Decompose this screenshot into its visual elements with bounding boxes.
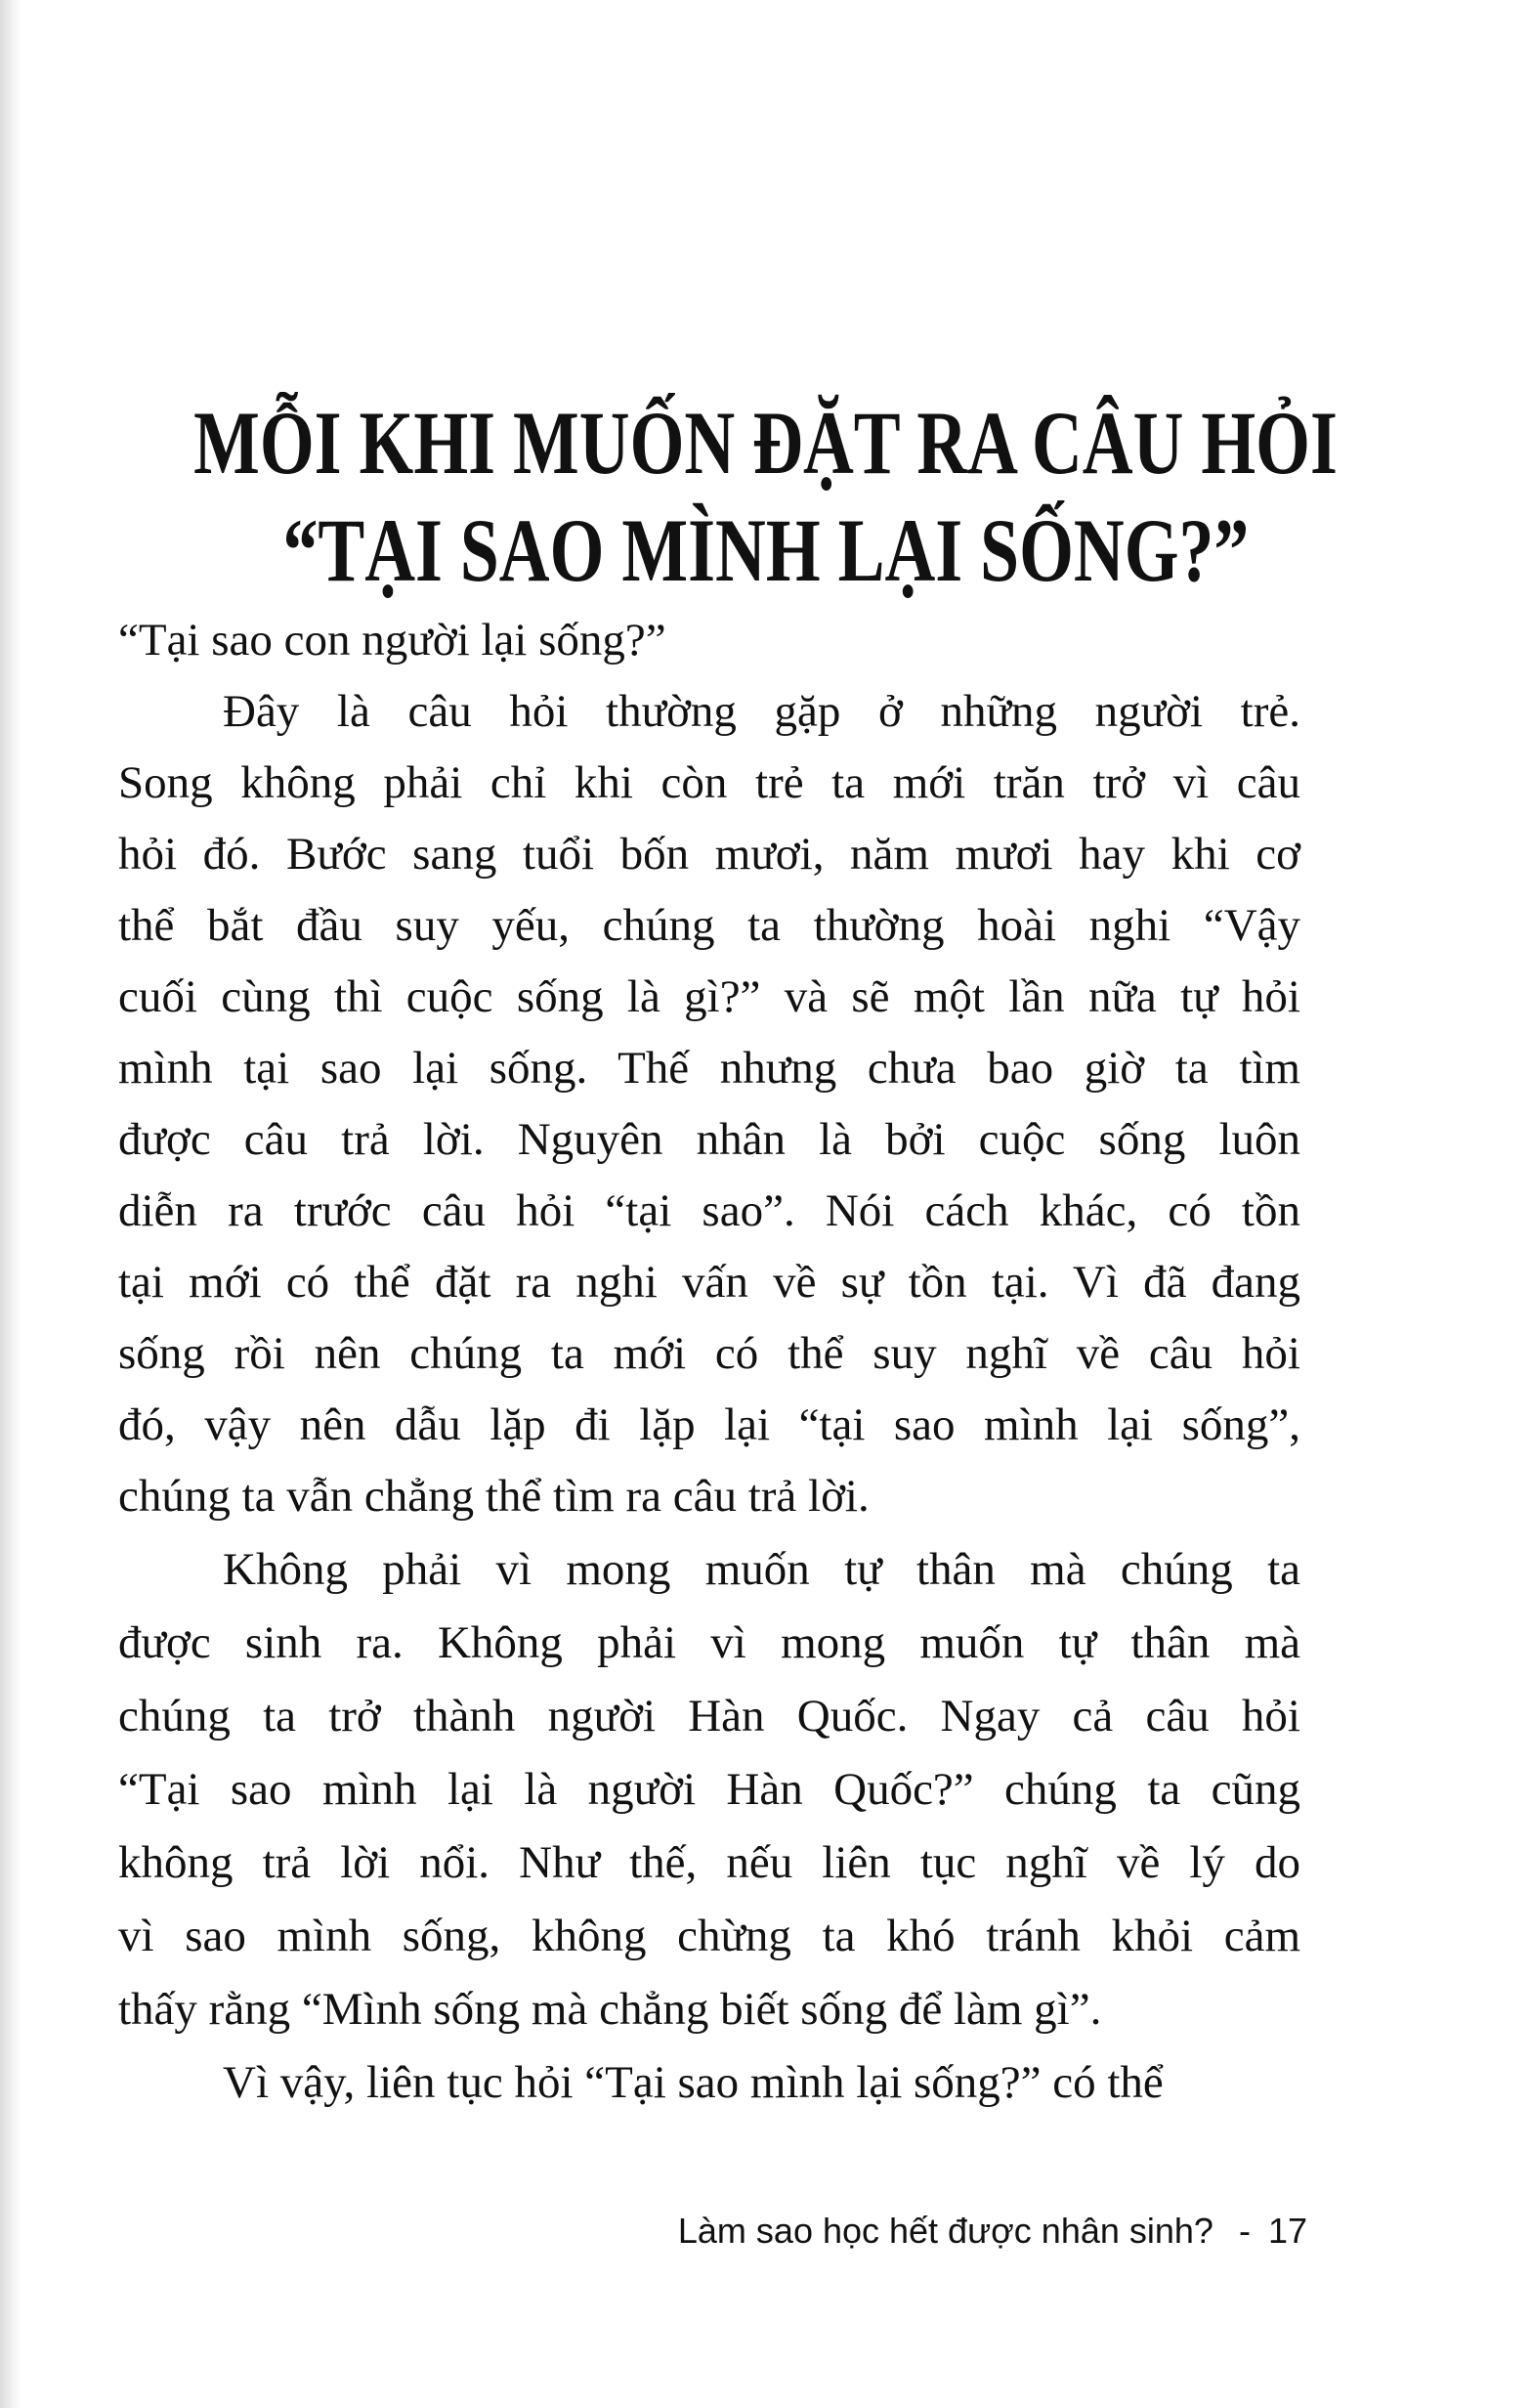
body-line: được câu trả lời. Nguyên nhân là bởi cuộc sống luôn bbox=[118, 1114, 1300, 1165]
chapter-title-text-1: MỖI KHI MUỐN ĐẶT RA CÂU HỎI bbox=[193, 392, 1339, 493]
running-title: Làm sao học hết được nhân sinh? bbox=[677, 2211, 1213, 2251]
body-line: không trả lời nổi. Như thế, nếu liên tục nghĩ về lý do bbox=[118, 1837, 1300, 1888]
body-line: tại mới có thể đặt ra nghi vấn về sự tồn tại. Vì đã đang bbox=[118, 1257, 1300, 1308]
body-line: Đây là câu hỏi thường gặp ở những người trẻ. bbox=[223, 686, 1300, 737]
page-footer bbox=[678, 2211, 1307, 2252]
body-line: diễn ra trước câu hỏi “tại sao”. Nói cách khác, có tồn bbox=[118, 1185, 1300, 1236]
body-line: thể bắt đầu suy yếu, chúng ta thường hoài nghi “Vậy bbox=[118, 900, 1300, 951]
body-line: sống rồi nên chúng ta mới có thể suy nghĩ về câu hỏi bbox=[118, 1328, 1300, 1379]
body-line: được sinh ra. Không phải vì mong muốn tự thân mà bbox=[118, 1617, 1300, 1668]
chapter-title-line-1 bbox=[0, 392, 1532, 493]
body-line: chúng ta trở thành người Hàn Quốc. Ngay cả câu hỏi bbox=[118, 1691, 1300, 1742]
body-line: cuối cùng thì cuộc sống là gì?” và sẽ một lần nữa tự hỏi bbox=[118, 971, 1300, 1022]
body-line: “Tại sao con người lại sống?” bbox=[118, 615, 666, 666]
body-line: chúng ta vẫn chẳng thể tìm ra câu trả lời. bbox=[118, 1471, 870, 1522]
chapter-title-text-2: “TẠI SAO MÌNH LẠI SỐNG?” bbox=[282, 499, 1250, 600]
footer-separator: - bbox=[1238, 2211, 1251, 2251]
body-line: “Tại sao mình lại là người Hàn Quốc?” chúng ta cũng bbox=[118, 1764, 1300, 1815]
page-binding-edge bbox=[0, 0, 21, 2408]
body-line: Vì vậy, liên tục hỏi “Tại sao mình lại sống?” có thể bbox=[223, 2057, 1164, 2108]
chapter-title-line-2 bbox=[0, 499, 1532, 600]
body-line: vì sao mình sống, không chừng ta khó tránh khỏi cảm bbox=[118, 1911, 1300, 1961]
page-number: 17 bbox=[1267, 2211, 1307, 2251]
body-line: mình tại sao lại sống. Thế nhưng chưa bao giờ ta tìm bbox=[118, 1043, 1300, 1094]
body-line: đó, vậy nên dẫu lặp đi lặp lại “tại sao mình lại sống”, bbox=[118, 1399, 1300, 1450]
body-line: thấy rằng “Mình sống mà chẳng biết sống để làm gì”. bbox=[118, 1984, 1102, 2035]
body-line: Song không phải chỉ khi còn trẻ ta mới trăn trở vì câu bbox=[118, 757, 1300, 808]
body-line: hỏi đó. Bước sang tuổi bốn mươi, năm mươi hay khi cơ bbox=[118, 829, 1300, 880]
body-line: Không phải vì mong muốn tự thân mà chúng ta bbox=[223, 1544, 1300, 1595]
